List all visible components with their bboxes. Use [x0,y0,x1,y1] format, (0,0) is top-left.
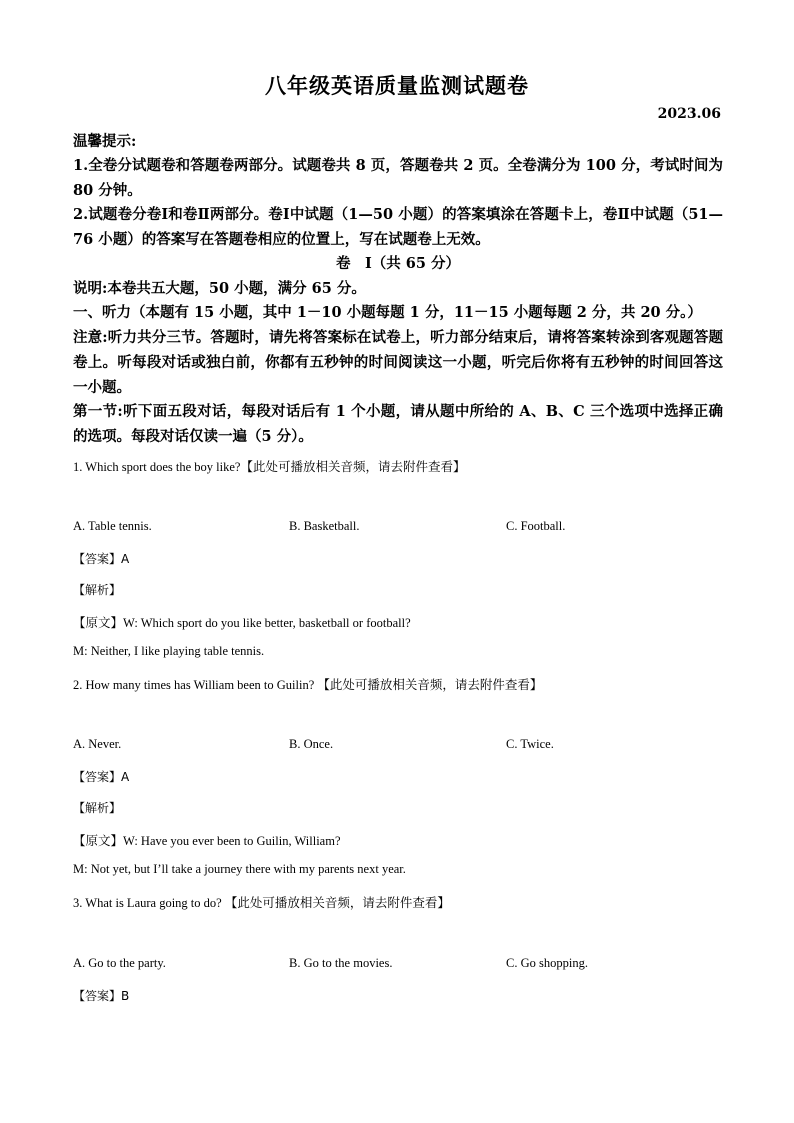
q2-option-a: A. Never. [73,737,122,751]
q2-script-line-2: M: Not yet, but I’ll take a journey there with my parents next year. [73,862,406,876]
q2-analysis: 【解析】 [73,801,122,815]
q2-script-line-1: 【原文】W: Have you ever been to Guilin, William? [73,834,341,848]
q3-answer: 【答案】B [73,989,130,1003]
question-1: 1. Which sport does the boy like?【此处可播放相关音频，请去附件查看】 [73,460,466,474]
notice-heading: 温馨提示: [73,133,137,150]
volume-explanation: 说明:本卷共五大题，50 小题，满分 65 分。 [73,280,366,297]
page-title: 八年级英语质量监测试题卷 [265,73,529,98]
question-3: 3. What is Laura going to do? 【此处可播放相关音频，请去附件查看】 [73,896,450,910]
q1-option-a: A. Table tennis. [73,519,152,533]
q1-script-line-1: 【原文】W: Which sport do you like better, basketball or football? [73,616,411,630]
q2-option-b: B. Once. [289,737,334,751]
exam-date: 2023.06 [657,106,721,122]
q1-option-c: C. Football. [506,519,566,533]
q3-option-a: A. Go to the party. [73,956,166,970]
notice-item-2: 2.试题卷分卷Ⅰ和卷Ⅱ两部分。卷Ⅰ中试题（1—50 小题）的答案填涂在答题卡上，卷Ⅱ中试题（51—76 小题）的答案写在答题卷相应的位置上，写在试题卷上无效。 [73,206,723,248]
q2-answer: 【答案】A [73,770,130,784]
q3-option-b: B. Go to the movies. [289,956,393,970]
q1-script-line-2: M: Neither, I like playing table tennis. [73,644,265,658]
q1-option-b: B. Basketball. [289,519,360,533]
part-one-heading: 一、听力（本题有 15 小题，其中 1－10 小题每题 1 分，11－15 小题每题 2 分，共 20 分。） [73,304,702,321]
volume-title: 卷 Ⅰ（共 65 分） [335,255,461,272]
q1-answer: 【答案】A [73,552,130,566]
q2-option-c: C. Twice. [506,737,554,751]
notice-item-1: 1.全卷分试题卷和答题卷两部分。试题卷共 8 页，答题卷共 2 页。全卷满分为 100 分，考试时间为 80 分钟。 [73,157,723,199]
question-2: 2. How many times has William been to Guilin? 【此处可播放相关音频，请去附件查看】 [73,678,543,692]
q3-option-c: C. Go shopping. [506,956,588,970]
subsection-one-instructions: 第一节:听下面五段对话，每段对话后有 1 个小题，请从题中所给的 A、B、C 三个选项中选择正确的选项。每段对话仅读一遍（5 分）。 [73,403,723,445]
listening-note: 注意:听力共分三节。答题时，请先将答案标在试卷上，听力部分结束后，请将答案转涂到客观题答题卷上。听每段对话或独白前，你都有五秒钟的时间阅读这一小题，听完后你将有五秒钟的时间回答这一小题。 [73,329,723,396]
q1-analysis: 【解析】 [73,583,122,597]
